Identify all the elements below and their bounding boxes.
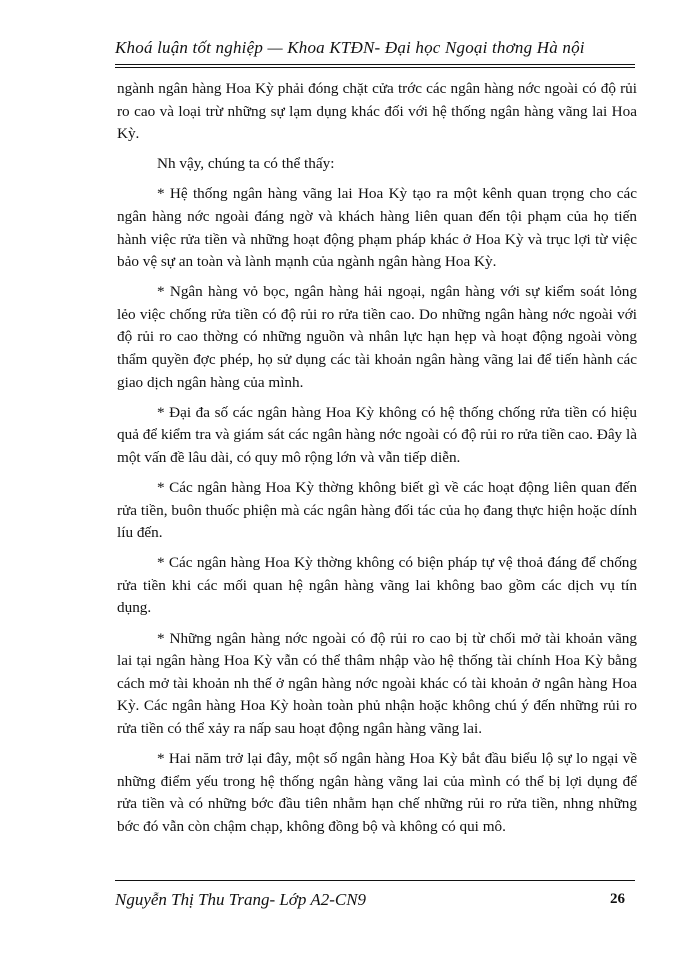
paragraph-bullet: * Ngân hàng vỏ bọc, ngân hàng hải ngoại, ngân hàng với sự kiểm soát lỏng lẻo việc chống rửa tiền có độ rủi ro rửa tiền cao. Do những ngân hàng nớc ngoài với độ rủi ro cao thờng có những nguồn và nhân lực hạn hẹp và hoạt động ngoài vòng thẩm quyền đợc phép, họ sử dụng các tài khoản ngân hàng vãng lai để tiến hành các giao dịch ngân hàng của mình. xyxy=(117,283,637,391)
page-footer xyxy=(115,880,635,920)
page-number: 26 xyxy=(610,891,625,907)
paragraph-bullet: * Đại đa số các ngân hàng Hoa Kỳ không có hệ thống chống rửa tiền có hiệu quả để kiểm tra và giám sát các ngân hàng nớc ngoài có độ rủi ro rửa tiền cao. Đây là một vấn đề lâu dài, có quy mô rộng lớn và vẫn tiếp diễn. xyxy=(117,403,637,466)
document-body xyxy=(117,78,637,846)
paragraph-continuation: ngành ngân hàng Hoa Kỳ phải đóng chặt cửa trớc các ngân hàng nớc ngoài có độ rủi ro cao và loại trừ những sự lạm dụng khác đối với hệ thống ngân hàng vãng lai Hoa Kỳ. xyxy=(117,80,637,143)
header-rule-thick xyxy=(115,64,635,65)
footer-rule xyxy=(115,880,635,881)
paragraph-bullet: * Các ngân hàng Hoa Kỳ thờng không biết gì về các hoạt động liên quan đến rửa tiền, buôn thuốc phiện mà các ngân hàng đối tác của họ đang thực hiện hoặc dính líu đến. xyxy=(117,479,637,542)
footer-author: Nguyễn Thị Thu Trang- Lớp A2-CN9 xyxy=(115,890,367,909)
header-title: Khoá luận tốt nghiệp — Khoa KTĐN- Đại học Ngoại thơng Hà nội xyxy=(115,38,585,57)
paragraph-bullet: * Những ngân hàng nớc ngoài có độ rủi ro cao bị từ chối mở tài khoản vãng lai tại ngân hàng Hoa Kỳ vẫn có thể thâm nhập vào hệ thống tài chính Hoa Kỳ bằng cách mở tài khoản nh thế ở ngân hàng nớc ngoài khác có tài khoản ở ngân hàng Hoa Kỳ. Các ngân hàng Hoa Kỳ hoàn toàn phủ nhận hoặc không chú ý đến những rủi ro rửa tiền có thể xảy ra nấp sau hoạt động ngân hàng vãng lai. xyxy=(117,629,637,737)
paragraph-bullet: * Hai năm trở lại đây, một số ngân hàng Hoa Kỳ bắt đầu biểu lộ sự lo ngại về những điểm yếu trong hệ thống ngân hàng vãng lai của mình có thể bị lợi dụng để rửa tiền và có những bớc đầu tiên nhằm hạn chế những rủi ro rửa tiền, nhng những bớc đó vẫn còn chậm chạp, không đồng bộ và không có qui mô. xyxy=(117,750,637,835)
paragraph-bullet: * Các ngân hàng Hoa Kỳ thờng không có biện pháp tự vệ thoả đáng để chống rửa tiền khi các mối quan hệ ngân hàng vãng lai không bao gồm các dịch vụ tín dụng. xyxy=(117,554,637,617)
page-header xyxy=(115,38,635,66)
paragraph-intro: Nh vậy, chúng ta có thể thấy: xyxy=(157,155,335,173)
header-rule-thin xyxy=(115,67,635,68)
paragraph-bullet: * Hệ thống ngân hàng vãng lai Hoa Kỳ tạo ra một kênh quan trọng cho các ngân hàng nớc ngoài đáng ngờ và khách hàng liên quan đến tội phạm của họ tiến hành việc rửa tiền và những hoạt động phạm pháp khác ở Hoa Kỳ và trục lợi từ việc bảo vệ sự an toàn và lành mạnh của ngành ngân hàng Hoa Kỳ. xyxy=(117,185,637,271)
